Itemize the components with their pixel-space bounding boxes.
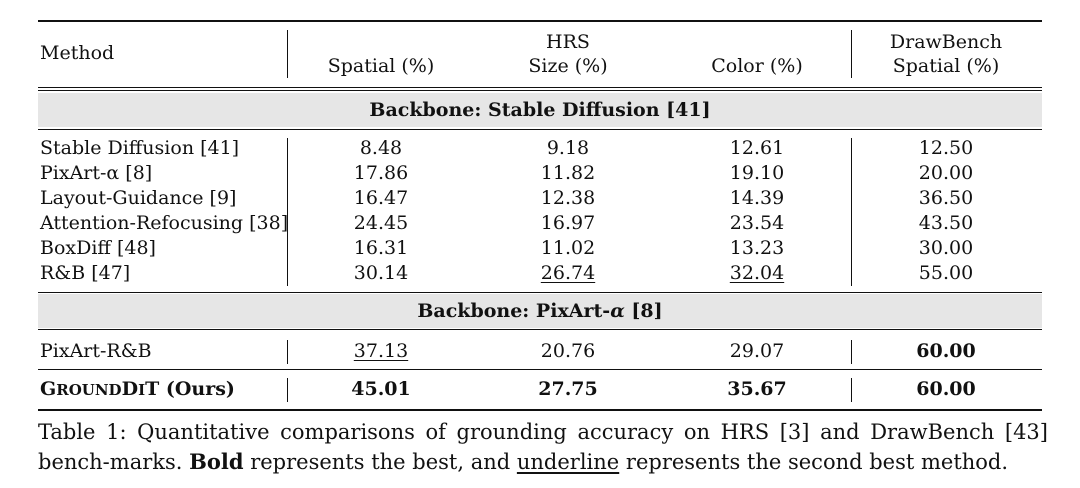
ours-drawbench-best: 60.00 bbox=[916, 378, 976, 400]
col-separator-header-1 bbox=[287, 30, 288, 78]
caption-text: Table 1: Quantitative comparisons of grounding accuracy on HRS [3] and DrawBench [43] bench-marks. bbox=[38, 420, 1048, 474]
section-band-pixart bbox=[38, 294, 1042, 328]
row-color: 19.10 bbox=[729, 162, 785, 184]
header-rule-2 bbox=[38, 90, 1042, 91]
row-method: PixArt-R&B bbox=[40, 340, 152, 362]
row-drawbench: 36.50 bbox=[918, 187, 974, 209]
col-separator-ours-1 bbox=[287, 378, 288, 402]
row-drawbench: 55.00 bbox=[918, 262, 974, 284]
row-size: 9.18 bbox=[546, 137, 590, 159]
row-size: 12.38 bbox=[540, 187, 596, 209]
row-spatial: 16.31 bbox=[353, 237, 409, 259]
section-band-stable-diffusion bbox=[38, 93, 1042, 127]
section2-rule bbox=[38, 329, 1042, 330]
row-drawbench: 20.00 bbox=[918, 162, 974, 184]
row-method: PixArt-α [8] bbox=[40, 162, 153, 184]
caption-text: represents the best, and bbox=[243, 450, 517, 474]
section1-rule bbox=[38, 129, 1042, 130]
row-color-second-best: 32.04 bbox=[729, 262, 785, 284]
ours-size-best: 27.75 bbox=[538, 378, 598, 400]
ours-method-part: ROUND bbox=[56, 381, 122, 399]
header-hrs-spatial: Spatial (%) bbox=[327, 55, 435, 77]
ours-method-part: G bbox=[40, 378, 57, 400]
row-color: 29.07 bbox=[729, 340, 785, 362]
header-method: Method bbox=[40, 42, 115, 64]
row-spatial: 24.45 bbox=[353, 212, 409, 234]
ours-method-part: I bbox=[138, 381, 146, 399]
row-size-second-best: 26.74 bbox=[540, 262, 596, 284]
row-size: 16.97 bbox=[540, 212, 596, 234]
row-method: Layout-Guidance [9] bbox=[40, 187, 237, 209]
row-spatial: 17.86 bbox=[353, 162, 409, 184]
header-drawbench-spatial: Spatial (%) bbox=[892, 55, 1000, 77]
ours-method-part: T bbox=[145, 378, 160, 400]
ours-method bbox=[40, 377, 235, 402]
col-separator-body-2 bbox=[851, 138, 852, 286]
ours-spatial-best: 45.01 bbox=[351, 378, 411, 400]
row-color: 13.23 bbox=[729, 237, 785, 259]
ours-rule bbox=[38, 369, 1042, 370]
ours-method-part: (Ours) bbox=[159, 378, 235, 400]
header-drawbench: DrawBench bbox=[889, 31, 1003, 53]
section-title: Backbone: PixArt-α [8] bbox=[417, 300, 663, 322]
row-color: 12.61 bbox=[729, 137, 785, 159]
col-separator-ours-2 bbox=[851, 378, 852, 402]
row-drawbench: 43.50 bbox=[918, 212, 974, 234]
row-size: 20.76 bbox=[540, 340, 596, 362]
col-separator-row-1 bbox=[287, 340, 288, 364]
row-size: 11.02 bbox=[540, 237, 596, 259]
row-spatial: 30.14 bbox=[353, 262, 409, 284]
top-rule bbox=[38, 20, 1042, 22]
col-separator-row-2 bbox=[851, 340, 852, 364]
section2-top-rule bbox=[38, 292, 1042, 293]
row-method: Attention-Refocusing [38] bbox=[40, 212, 289, 234]
bottom-rule bbox=[38, 409, 1042, 411]
header-rule-1 bbox=[38, 87, 1042, 88]
row-spatial: 8.48 bbox=[359, 137, 403, 159]
row-drawbench: 30.00 bbox=[918, 237, 974, 259]
row-drawbench-best: 60.00 bbox=[916, 340, 976, 362]
ours-method-part: D bbox=[121, 378, 139, 400]
row-spatial: 16.47 bbox=[353, 187, 409, 209]
table-caption bbox=[38, 418, 1048, 477]
row-drawbench: 12.50 bbox=[918, 137, 974, 159]
row-spatial-second-best: 37.13 bbox=[353, 340, 409, 362]
col-separator-header-2 bbox=[851, 30, 852, 78]
caption-text: represents the second best method. bbox=[619, 450, 1009, 474]
row-color: 23.54 bbox=[729, 212, 785, 234]
row-color: 14.39 bbox=[729, 187, 785, 209]
header-hrs-color: Color (%) bbox=[711, 55, 803, 77]
row-size: 11.82 bbox=[540, 162, 596, 184]
row-method: Stable Diffusion [41] bbox=[40, 137, 240, 159]
header-hrs: HRS bbox=[546, 31, 590, 53]
caption-underline-word: underline bbox=[516, 450, 620, 474]
section-title: Backbone: Stable Diffusion [41] bbox=[369, 99, 711, 121]
row-method: R&B [47] bbox=[40, 262, 131, 284]
caption-bold-word: Bold bbox=[189, 449, 244, 474]
row-method: BoxDiff [48] bbox=[40, 237, 156, 259]
header-hrs-size: Size (%) bbox=[528, 55, 608, 77]
ours-color-best: 35.67 bbox=[727, 378, 787, 400]
